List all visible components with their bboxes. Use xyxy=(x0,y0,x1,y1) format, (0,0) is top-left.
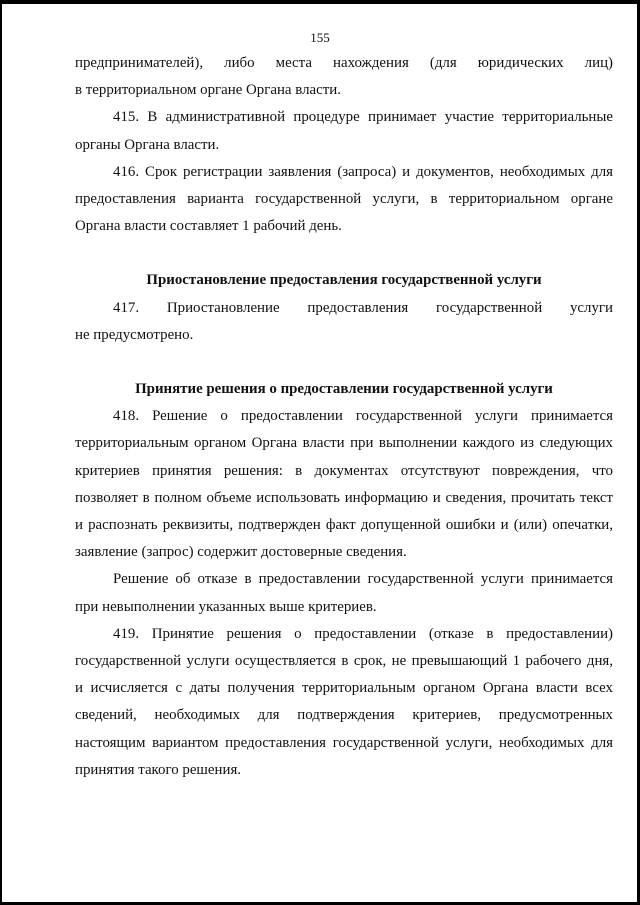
text-line: государственной услуги осуществляется в срок, не превышающий 1 рабочего дня, xyxy=(75,653,613,670)
section-heading-decision: Принятие решения о предоставлении государственной услуги xyxy=(135,381,553,398)
text-line: 415. В административной процедуре принимает участие территориальные xyxy=(113,109,613,126)
text-line: 419. Принятие решения о предоставлении (отказе в предоставлении) xyxy=(113,625,613,642)
text-line: Органа власти составляет 1 рабочий день. xyxy=(75,218,342,235)
text-line: и распознать реквизиты, подтвержден факт допущенной ошибки и (или) опечатки, xyxy=(75,517,613,534)
paragraph-continuation xyxy=(75,50,613,104)
text-line: 417. Приостановление предоставления государственной услуги xyxy=(113,299,613,316)
paragraph-refusal xyxy=(75,566,613,620)
document-body xyxy=(75,50,613,784)
paragraph-419 xyxy=(75,621,613,784)
text-line: предоставления варианта государственной услуги, в территориальном органе xyxy=(75,191,613,208)
text-line: сведений, необходимых для подтверждения критериев, предусмотренных xyxy=(75,707,613,724)
scan-edge-top xyxy=(0,0,640,4)
paragraph-418 xyxy=(75,403,613,566)
paragraph-417 xyxy=(75,295,613,349)
text-line: 418. Решение о предоставлении государственной услуги принимается xyxy=(113,408,613,425)
text-line: при невыполнении указанных выше критериев. xyxy=(75,598,377,615)
text-line: Решение об отказе в предоставлении государственной услуги принимается xyxy=(113,571,613,588)
scan-edge-left xyxy=(0,0,2,905)
text-line: настоящим вариантом предоставления государственной услуги, необходимых для xyxy=(75,734,613,751)
text-line: органы Органа власти. xyxy=(75,136,220,153)
text-line: в территориальном органе Органа власти. xyxy=(75,82,341,99)
text-line: критериев принятия решения: в документах отсутствуют повреждения, что xyxy=(75,462,613,479)
text-line: позволяет в полном объеме использовать информацию и сведения, прочитать текст xyxy=(75,489,613,506)
text-line: принятия такого решения. xyxy=(75,761,242,778)
text-line: предпринимателей), либо места нахождения (для юридических лиц) xyxy=(75,55,613,71)
text-line: территориальным органом Органа власти при выполнении каждого из следующих xyxy=(75,435,613,452)
text-line: заявление (запрос) содержит достоверные сведения. xyxy=(75,544,407,561)
text-line: не предусмотрено. xyxy=(75,326,194,343)
page-number: 155 xyxy=(310,30,330,45)
text-line: и исчисляется с даты получения территориальным органом Органа власти всех xyxy=(75,680,613,697)
section-heading-suspension: Приостановление предоставления государственной услуги xyxy=(146,272,542,289)
text-line: 416. Срок регистрации заявления (запроса) и документов, необходимых для xyxy=(113,163,613,180)
paragraph-416 xyxy=(75,159,613,241)
paragraph-415 xyxy=(75,104,613,158)
